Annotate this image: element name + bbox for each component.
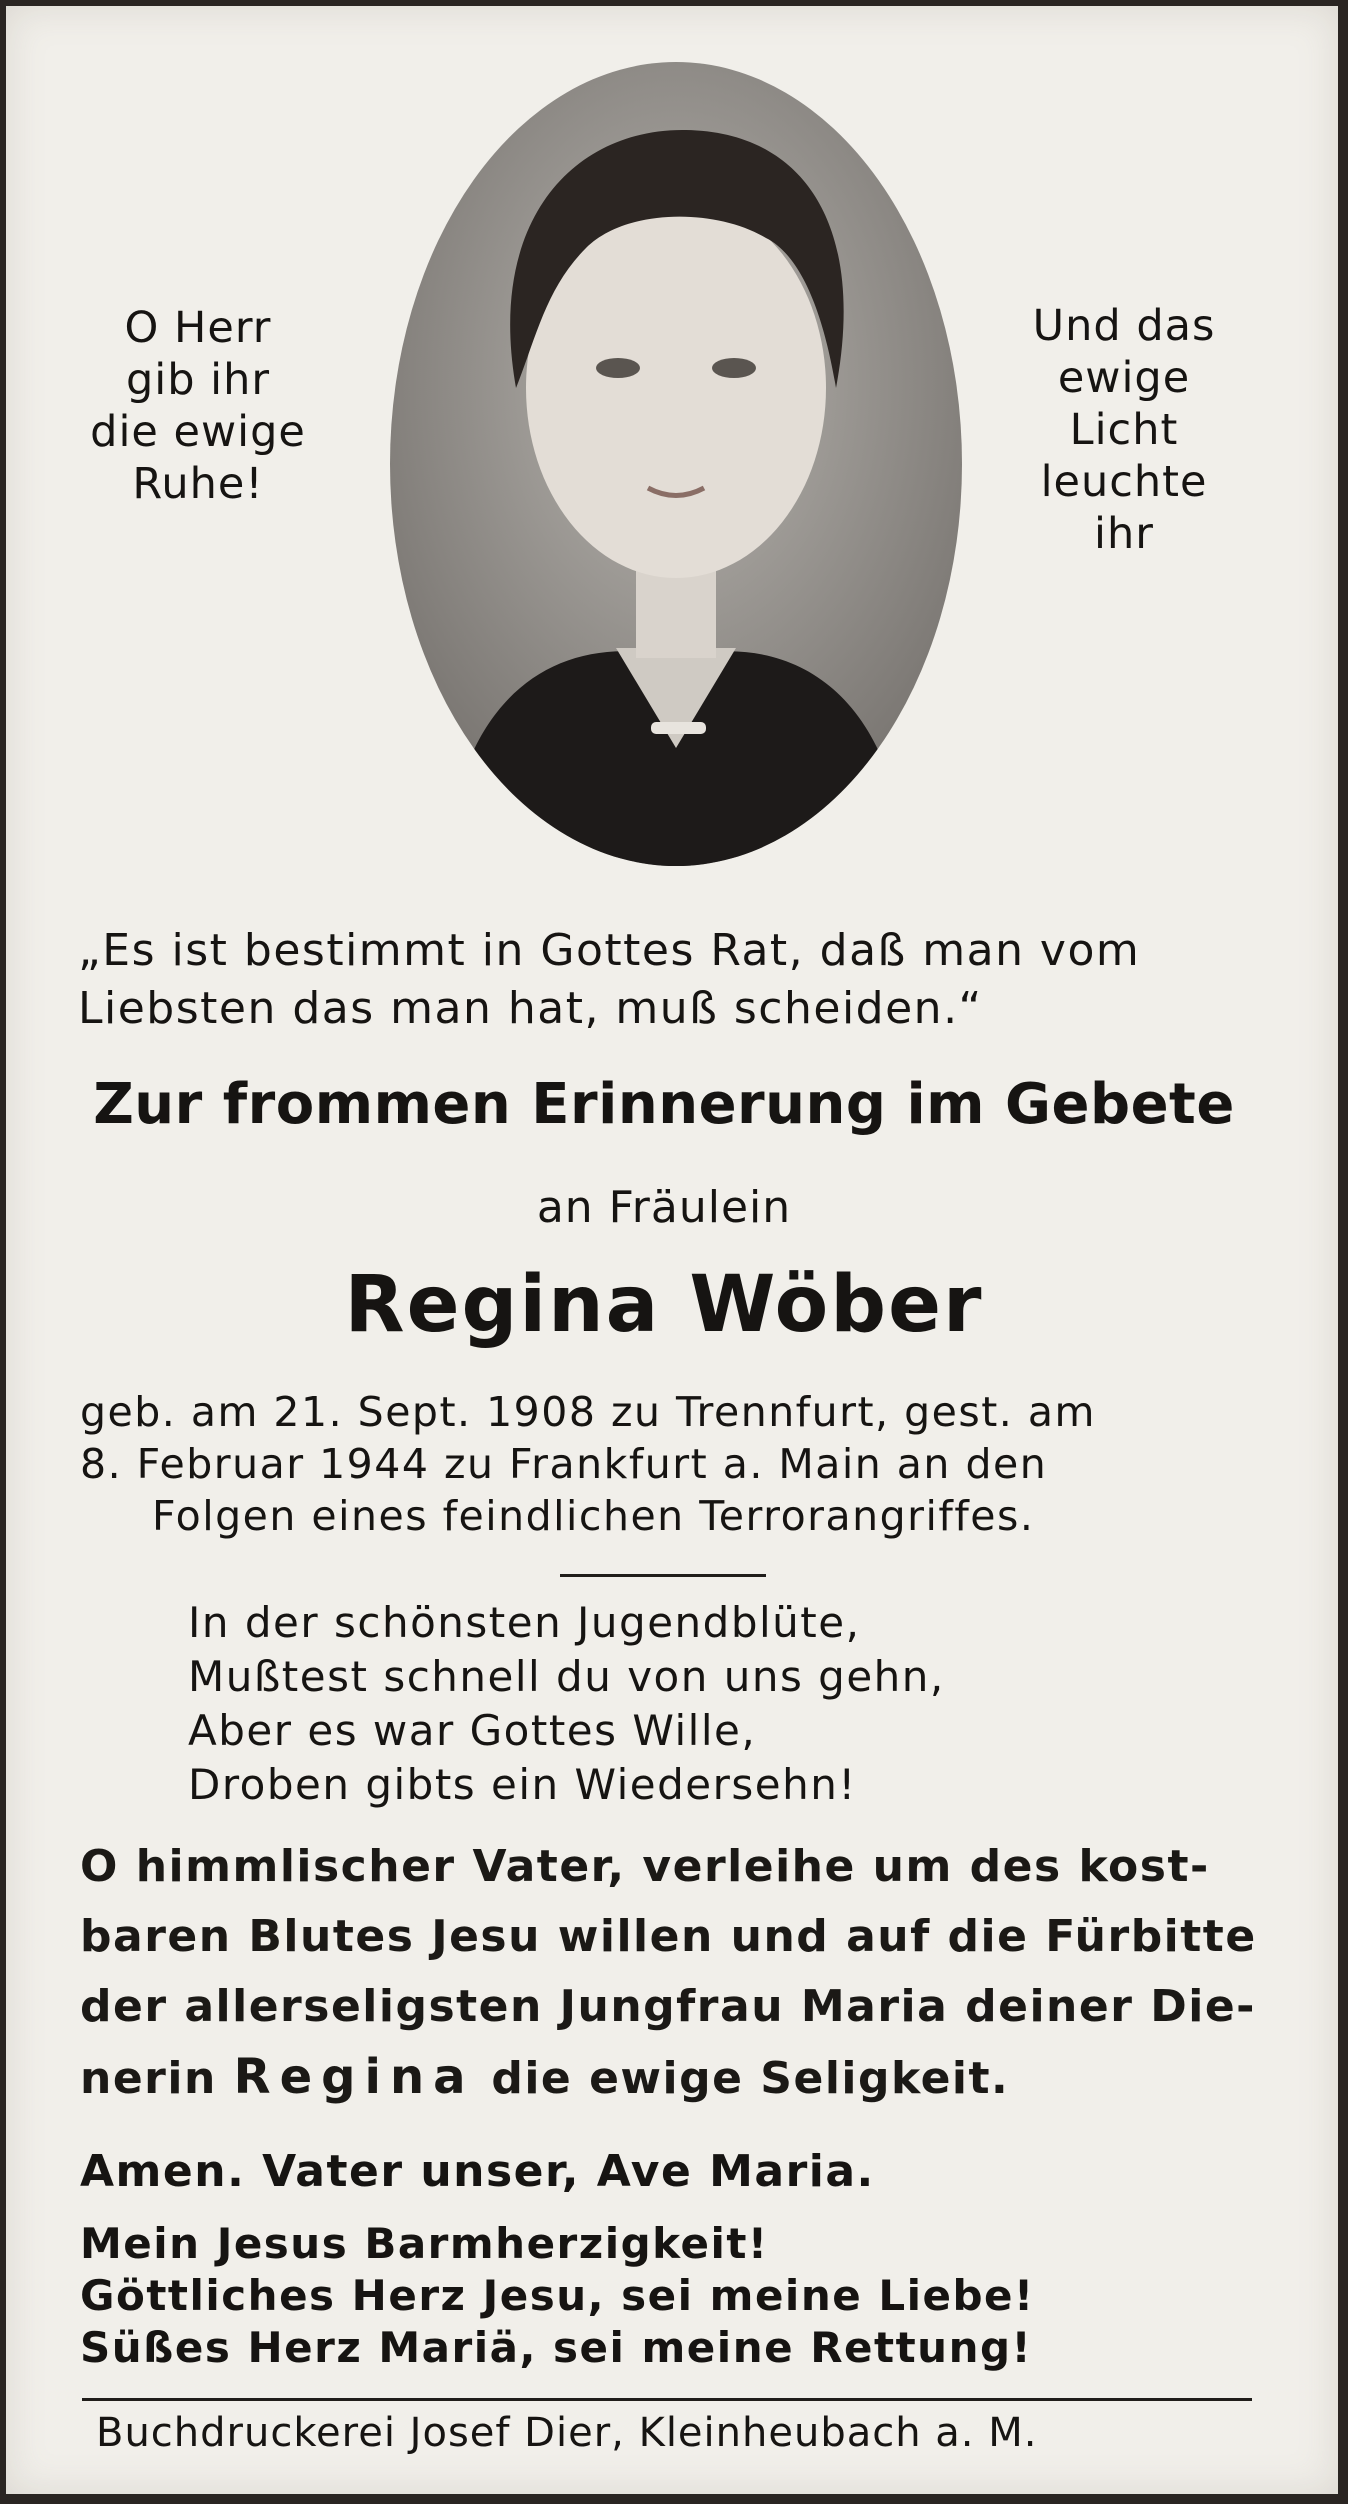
invocation-line: Süßes Herz Mariä, sei meine Rettung! — [80, 2323, 1033, 2372]
right-prayer-line: leuchte — [1040, 457, 1208, 507]
prayer-line: baren Blutes Jesu willen und auf die Fürbitte — [80, 1911, 1257, 1962]
quote-line: „Es ist bestimmt in Gottes Rat, daß man vom — [78, 925, 1141, 976]
prayer-name: Regina — [233, 2049, 475, 2105]
prayer-line-start: nerin — [80, 2053, 217, 2104]
memorial-card — [6, 6, 1338, 2494]
left-prayer-line: gib ihr — [125, 355, 271, 405]
footer-divider — [82, 2398, 1252, 2401]
prayer-line: O himmlischer Vater, verleihe um des kost- — [80, 1841, 1210, 1892]
left-prayer-line: Ruhe! — [132, 459, 264, 509]
poem-line: Aber es war Gottes Wille, — [188, 1706, 757, 1755]
deceased-name: Regina Wöber — [344, 1260, 984, 1350]
portrait-photo — [386, 58, 966, 870]
invocation-line: Mein Jesus Barmherzigkeit! — [80, 2219, 769, 2268]
amen-line: Amen. Vater unser, Ave Maria. — [80, 2146, 875, 2197]
invocations — [80, 2218, 1035, 2374]
prayer-line-end: die ewige Seligkeit. — [491, 2053, 1010, 2104]
right-prayer-line: Licht — [1069, 405, 1179, 455]
right-prayer — [996, 300, 1252, 560]
quote-line: Liebsten das man hat, muß scheiden.“ — [78, 983, 983, 1034]
prayer-line: der allerseligsten Jungfrau Maria deiner Die- — [80, 1981, 1256, 2032]
left-prayer-line: O Herr — [124, 303, 272, 353]
right-prayer-line: Und das — [1032, 301, 1216, 351]
dates-line: geb. am 21. Sept. 1908 zu Trennfurt, gest. am — [80, 1388, 1096, 1436]
memorial-heading: Zur frommen Erinnerung im Gebete — [93, 1072, 1235, 1137]
left-prayer — [68, 302, 328, 510]
life-dates — [80, 1386, 1252, 1542]
prayer — [80, 1832, 1257, 2114]
dates-line: Folgen eines feindlichen Terrorangriffes. — [152, 1492, 1035, 1540]
left-prayer-line: die ewige — [90, 407, 306, 457]
poem-line: In der schönsten Jugendblüte, — [188, 1598, 861, 1647]
right-prayer-line: ewige — [1057, 353, 1191, 403]
portrait-image — [386, 58, 966, 870]
divider — [560, 1574, 766, 1577]
dates-line: 8. Februar 1944 zu Frankfurt a. Main an den — [80, 1440, 1048, 1488]
poem-line: Mußtest schnell du von uns gehn, — [188, 1652, 945, 1701]
memorial-subheading: an Fräulein — [536, 1182, 792, 1233]
prayer-line-with-name — [80, 2042, 1257, 2114]
printer-credit: Buchdruckerei Josef Dier, Kleinheubach a. M. — [96, 2410, 1038, 2456]
right-prayer-line: ihr — [1094, 509, 1154, 559]
poem — [188, 1596, 945, 1812]
invocation-line: Göttliches Herz Jesu, sei meine Liebe! — [80, 2271, 1035, 2320]
quote — [78, 922, 1140, 1038]
poem-line: Droben gibts ein Wiedersehn! — [188, 1760, 857, 1809]
